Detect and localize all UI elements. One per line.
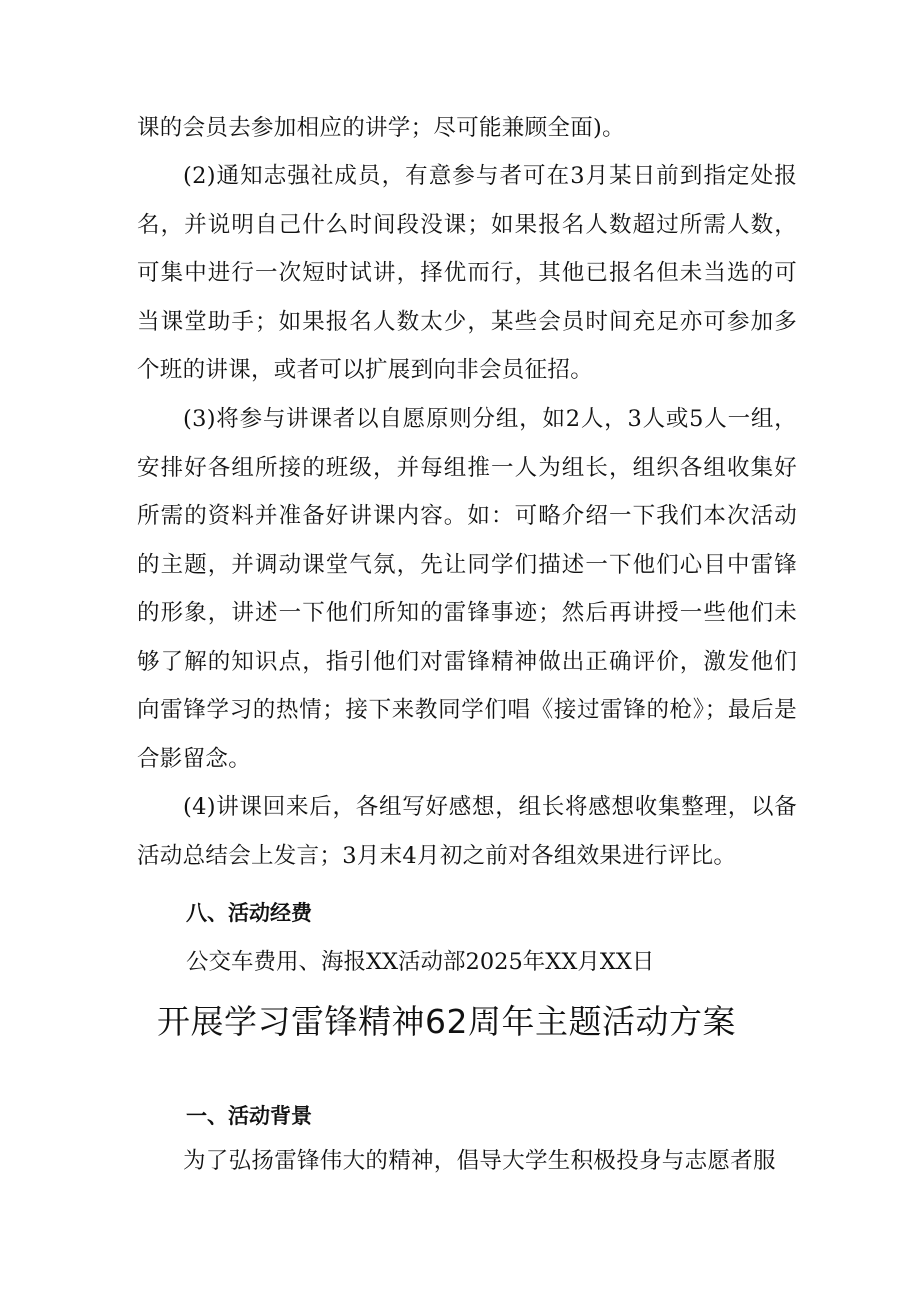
paragraph-item-4: (4)讲课回来后，各组写好感想，组长将感想收集整理，以备活动总结会上发言；3月末4月初之前对各组效果进行评比。 (137, 794, 797, 869)
section-heading-funding: 八、活动经费 (186, 901, 312, 925)
paragraph-item-3: (3)将参与讲课者以自愿原则分组，如2人，3人或5人一组，安排好各组所接的班级，并每组推一人为组长，组织各组收集好所需的资料并准备好讲课内容。如：可略介绍一下我们本次活动的主题，并调动课堂气氛，先让同学们描述一下他们心目中雷锋的形象，讲述一下他们所知的雷锋事迹；然后再讲授一些他们未够了解的知识点，指引他们对雷锋精神做出正确评价，激发他们向雷锋学习的热情；接下来教同学们唱《接过雷锋的枪》；最后是合影留念。 (137, 406, 797, 772)
paragraph-continuation: 课的会员去参加相应的讲学；尽可能兼顾全面)。 (137, 115, 625, 141)
document-title: 开展学习雷锋精神62周年主题活动方案 (157, 1002, 736, 1041)
funding-line: 公交车费用、海报XX活动部2025年XX月XX日 (186, 949, 655, 975)
paragraph-item-2: (2)通知志强社成员，有意参与者可在3月某日前到指定处报名，并说明自己什么时间段没课；如果报名人数超过所需人数，可集中进行一次短时试讲，择优而行，其他已报名但未当选的可当课堂助手；如果报名人数太少，某些会员时间充足亦可参加多个班的讲课，或者可以扩展到向非会员征招。 (137, 163, 797, 383)
paragraph-background: 为了弘扬雷锋伟大的精神，倡导大学生积极投身与志愿者服 (183, 1148, 776, 1174)
section-heading-background: 一、活动背景 (186, 1104, 312, 1128)
